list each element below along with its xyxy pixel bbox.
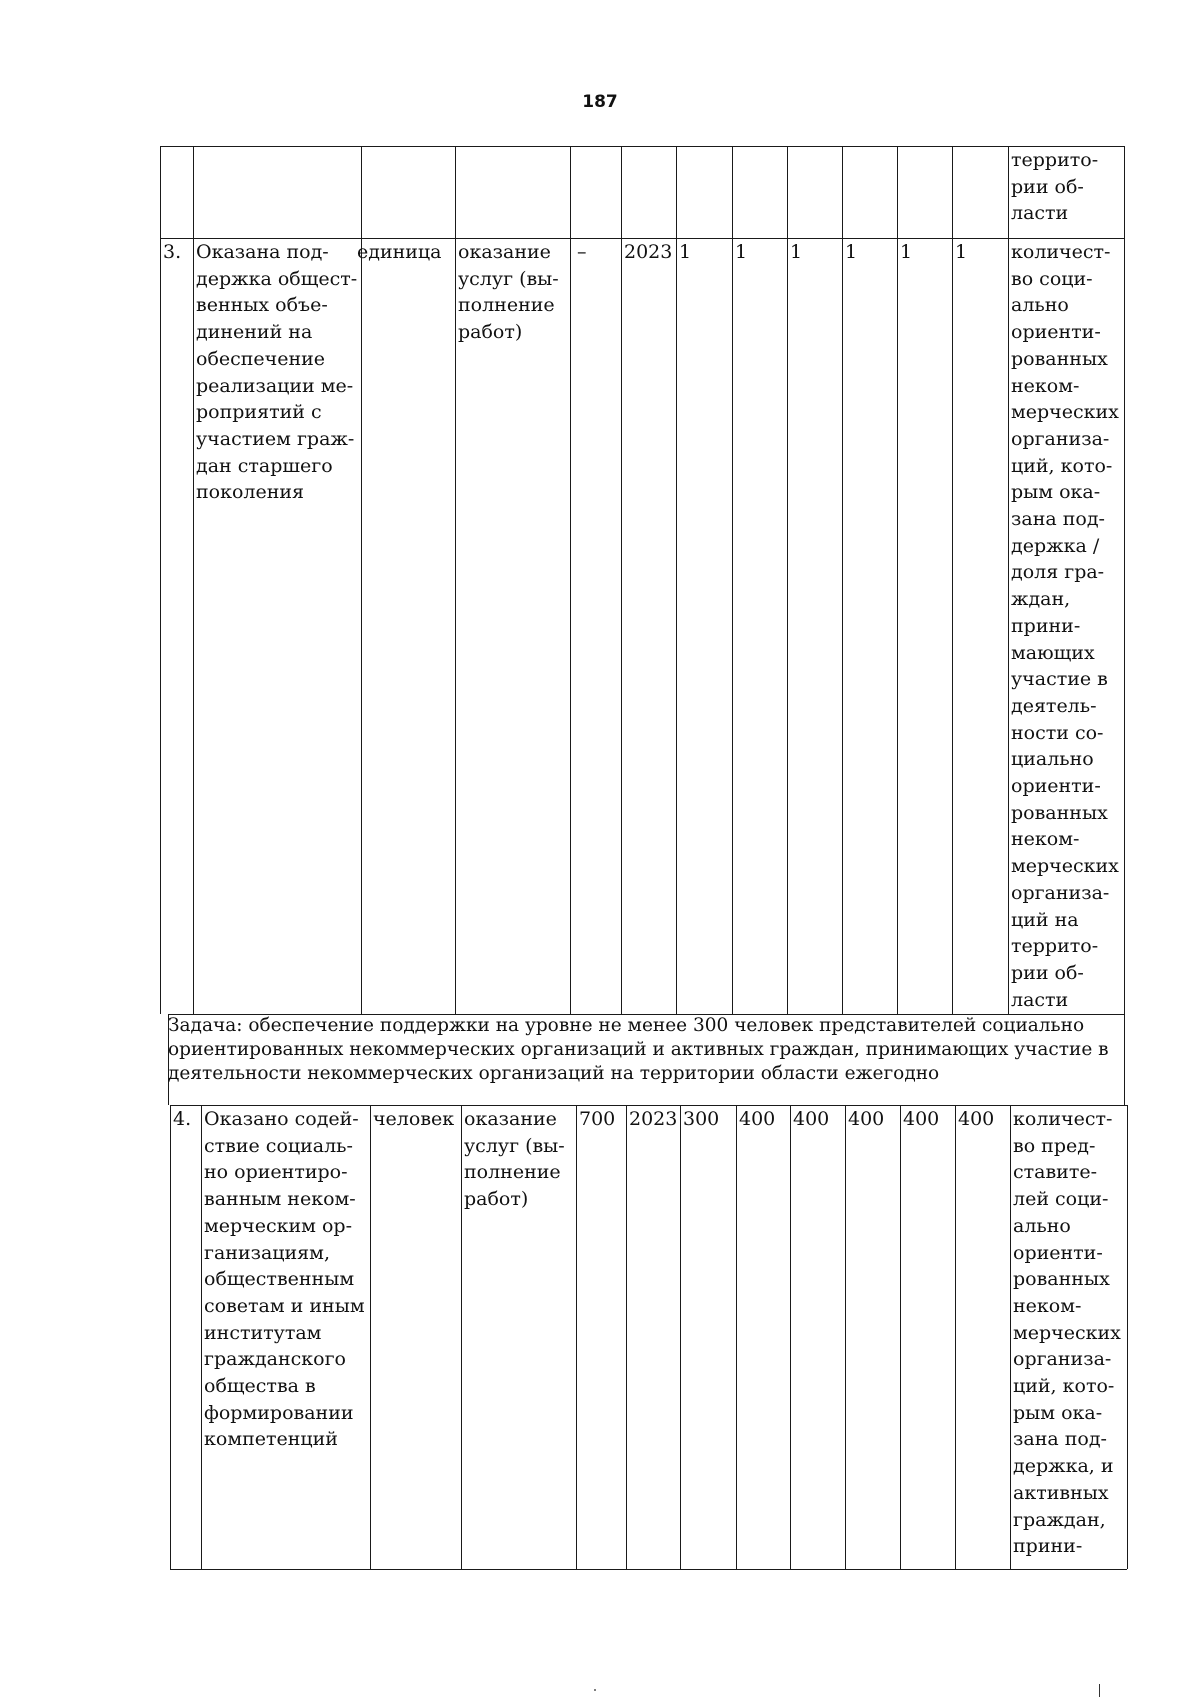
- lower-col-line-4: [576, 1105, 577, 1569]
- task-description: Задача: обеспечение поддержки на уровне не менее 300 человек представителей социально ориентированных некоммерческих организаций и активных граждан, принимающих участие в деятельности некоммерческих организаций на территории области ежегодно: [168, 1015, 1109, 1084]
- row3-base-year: 2023: [624, 241, 673, 263]
- row4-value-3: 400: [793, 1108, 830, 1130]
- row3-base-value: –: [577, 241, 587, 263]
- row3-description: количест- во соци- ально ориенти- рованных неком- мерческих организа- ций, кото- рым ока- зана под- держка / доля гра- ждан, прини- мающих участие в деятель- ности со- циально ориенти- рованных неком- мерческих организа- ций на террито- рии об- ласти: [1011, 241, 1119, 1011]
- upper-col-line-9: [842, 146, 843, 1014]
- row3-value-3: 1: [790, 241, 803, 263]
- lower-col-line-10: [900, 1105, 901, 1569]
- lower-col-line-9: [845, 1105, 846, 1569]
- upper-col-line-0: [160, 146, 161, 1014]
- lower-col-line-7: [736, 1105, 737, 1569]
- row4-value-1: 300: [683, 1108, 720, 1130]
- row4-base-year: 2023: [629, 1108, 678, 1130]
- row4-number: 4.: [173, 1108, 192, 1130]
- lower-col-line-13: [1127, 1105, 1128, 1569]
- row4-value-4: 400: [848, 1108, 885, 1130]
- row4-base-value: 700: [579, 1108, 616, 1130]
- row4-description: количест- во пред- ставите- лей соци- ально ориенти- рованных неком- мерческих организа- ций, кото- рым ока- зана под- держка, и активных граждан, прини-: [1013, 1108, 1121, 1558]
- upper-col-line-5: [621, 146, 622, 1014]
- row4-type: оказание услуг (вы- полнение работ): [464, 1108, 565, 1211]
- row4-name: Оказано содей- ствие социаль- но ориентиро- ванным неком- мерческим ор- ганизациям, общественным советам и иным институтам гражданского общества в формировании компетенций: [204, 1108, 365, 1451]
- row3-value-5: 1: [900, 241, 913, 263]
- upper-col-line-4: [570, 146, 571, 1014]
- scan-speck: [594, 1689, 596, 1691]
- row4-value-6: 400: [958, 1108, 995, 1130]
- page-number: 187: [582, 92, 618, 112]
- lower-col-line-0: [170, 1105, 171, 1569]
- row3-value-6: 1: [955, 241, 968, 263]
- top-row-description: террито- рии об- ласти: [1011, 149, 1099, 225]
- lower-col-line-5: [626, 1105, 627, 1569]
- upper-col-line-13: [1124, 146, 1125, 1014]
- row4-unit: человек: [373, 1108, 455, 1130]
- scan-edge-mark: [1099, 1684, 1100, 1697]
- row4-value-5: 400: [903, 1108, 940, 1130]
- upper-col-line-2: [361, 146, 362, 1014]
- row3-number: 3.: [163, 241, 182, 263]
- row3-value-1: 1: [679, 241, 692, 263]
- row3-type: оказание услуг (вы- полнение работ): [458, 241, 559, 344]
- upper-col-line-10: [897, 146, 898, 1014]
- row4-value-2: 400: [739, 1108, 776, 1130]
- row3-value-4: 1: [845, 241, 858, 263]
- lower-col-line-11: [955, 1105, 956, 1569]
- table-top-border: [160, 146, 1124, 147]
- upper-col-line-6: [676, 146, 677, 1014]
- upper-col-line-8: [787, 146, 788, 1014]
- upper-col-line-11: [952, 146, 953, 1014]
- upper-col-line-7: [732, 146, 733, 1014]
- row3-value-2: 1: [735, 241, 748, 263]
- table-bottom-border: [170, 1569, 1127, 1570]
- lower-col-line-6: [680, 1105, 681, 1569]
- row3-name: Оказана под- держка общест- венных объе- динений на обеспечение реализации ме- роприятий с участием граж- дан старшего поколения: [196, 241, 358, 504]
- row3-unit: единица: [357, 241, 442, 263]
- lower-col-line-8: [790, 1105, 791, 1569]
- lower-col-line-2: [370, 1105, 371, 1569]
